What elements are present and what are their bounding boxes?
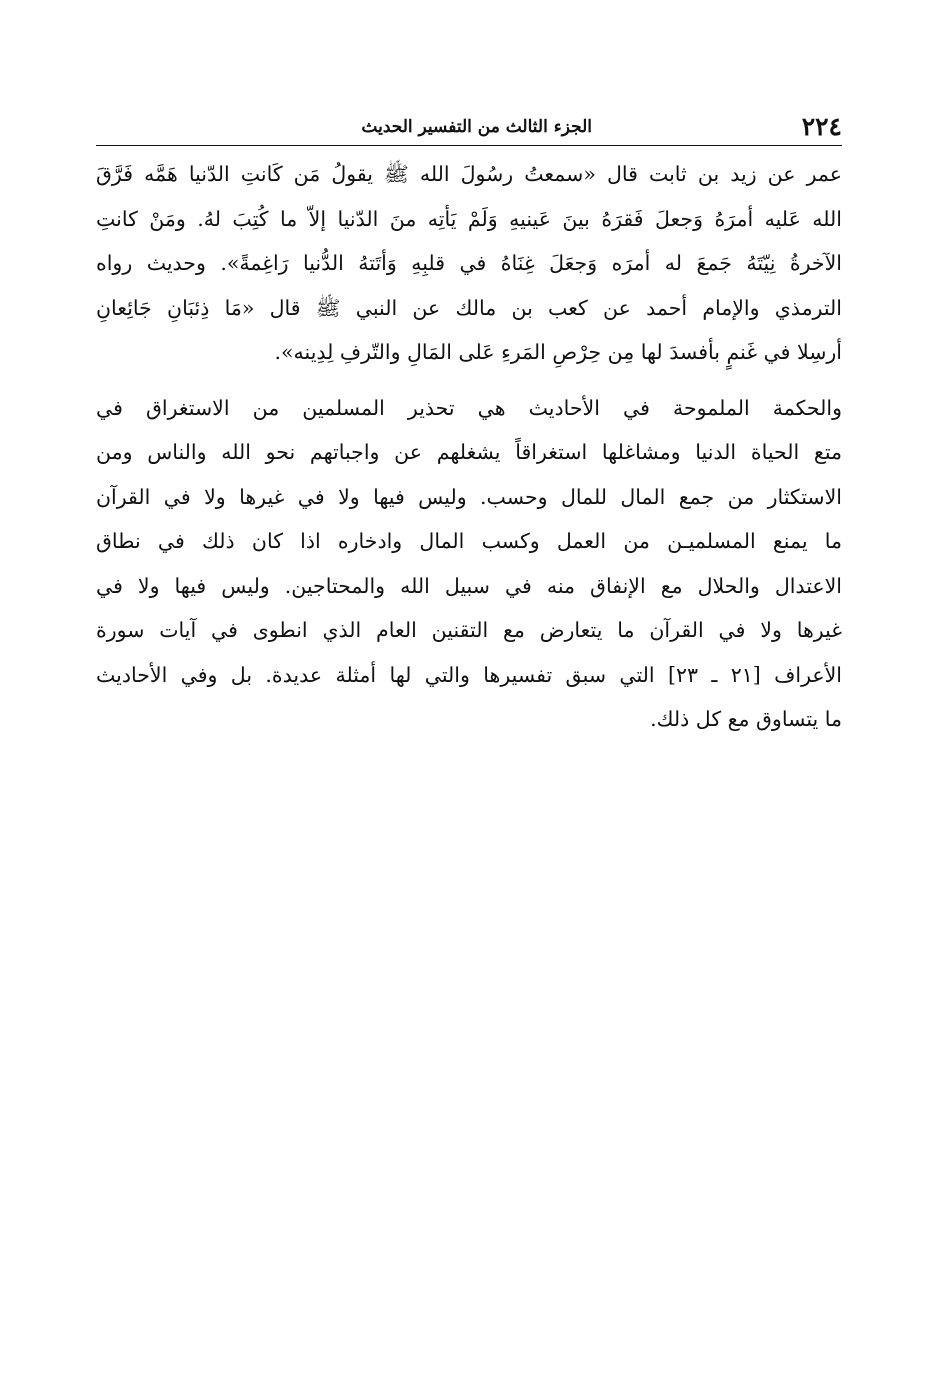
text-line: الاستكثار من جمع المال للمال وحسب. وليس فيها ولا في غيرها ولا في القرآن: [96, 484, 842, 509]
body-text: [96, 152, 842, 742]
paragraph-commentary: [96, 386, 842, 742]
text-line: متع الحياة الدنيا ومشاغلها استغراقاً يشغلهم عن واجباتهم نحو الله والناس ومن: [96, 440, 842, 464]
text-line: غيرها ولا في القرآن ما يتعارض مع التقنين العام الذي انطوى في آيات سورة: [96, 618, 842, 642]
text-line: ما يتساوق مع كل ذلك.: [650, 707, 842, 731]
text-line: الأعراف [٢١ ـ ٢٣] التي سبق تفسيرها والتي لها أمثلة عديدة. بل وفي الأحاديث: [96, 662, 842, 687]
page-number: ٢٢٤: [801, 112, 842, 141]
running-head: [96, 110, 842, 144]
text-line: والحكمة الملموحة في الأحاديث هي تحذير المسلمين من الاستغراق في: [96, 395, 842, 420]
text-line: الآخرةُ نِيّتَهُ جَمعَ له أمرَه وَجعَلَ غِنَاهُ في قلبِهِ وَأتَتهُ الدُّنيا رَاغِمةً». وحديث رواه: [96, 251, 842, 275]
text-line: الترمذي والإمام أحمد عن كعب بن مالك عن النبي ﷺ قال «مَا ذِئبَانِ جَائِعانِ: [96, 295, 842, 320]
text-line: الله عَليه أمرَهُ وَجعلَ فَقرَهُ بينَ عَينيهِ وَلَمْ يَأتِه منَ الدّنيا إلاّ ما كُتِبَ لهُ. ومَنْ كانتِ: [96, 206, 842, 231]
paragraph-gap: [96, 375, 842, 386]
text-line: الاعتدال والحلال مع الإنفاق منه في سبيل الله والمحتاجين. وليس فيها ولا في: [96, 573, 842, 598]
text-line: عمر عن زيد بن ثابت قال «سمعتُ رسُولَ الله ﷺ يقولُ مَن كَانتِ الدّنيا هَمَّه فَرَّقَ: [96, 162, 842, 186]
running-title: الجزء الثالث من التفسير الحديث: [361, 117, 592, 137]
header-rule: [96, 145, 842, 146]
paragraph-hadith: [96, 152, 842, 375]
text-line: ما يمنع المسلميـن من العمل وكسب المال وادخاره اذا كان ذلك في نطاق: [96, 529, 842, 553]
text-line: أرسِلا في غَنمٍ بأفسدَ لها مِن حِرْصِ المَرءِ عَلى المَالِ والتّرفِ لِدِينه».: [274, 340, 842, 364]
